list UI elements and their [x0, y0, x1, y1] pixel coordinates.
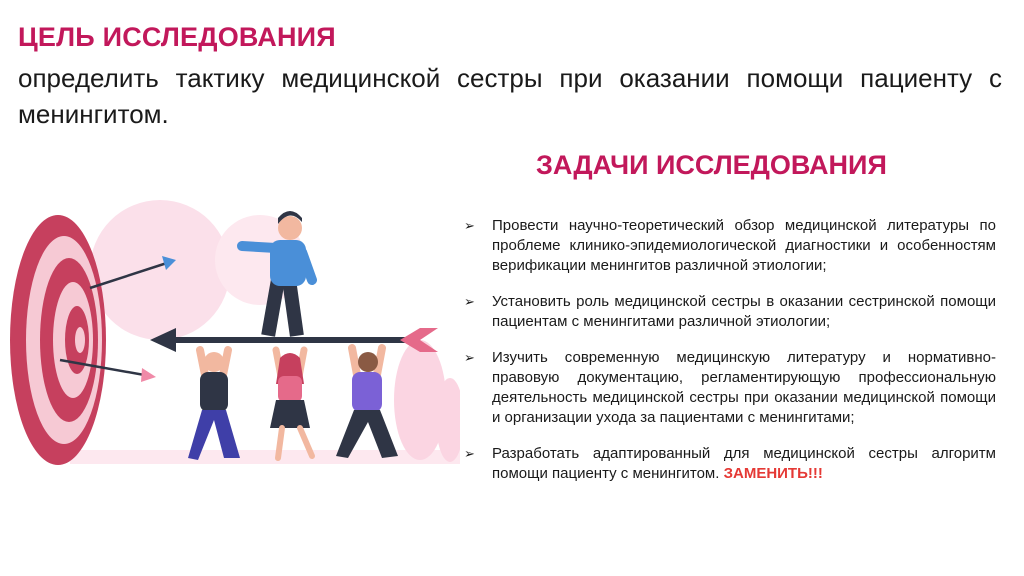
task-item [464, 292, 996, 332]
task-text: Установить роль медицинской сестры в оказании сестринской помощи пациентам с менингитами различной этиологии; [492, 293, 996, 330]
task-text: Изучить современную медицинскую литературу и нормативно-правовую документацию, регламентирующую профессиональную деятельность медицинской сестры при оказании медицинской помощи и организации ухода за пациентами с менингитами; [492, 349, 996, 426]
goal-heading: ЦЕЛЬ ИССЛЕДОВАНИЯ [18, 22, 336, 52]
arrowhead-bullet-icon: ➢ [464, 350, 475, 365]
target-icon [10, 215, 106, 465]
carrier-figure-icon [336, 348, 398, 458]
arrowhead-bullet-icon: ➢ [464, 294, 475, 309]
teamwork-illustration [10, 200, 460, 500]
replace-note: ЗАМЕНИТЬ!!! [723, 465, 823, 482]
task-item [464, 348, 996, 428]
goal-text: определить тактику медицинской сестры при оказании помощи пациенту с менингитом. [18, 63, 1002, 129]
task-text: Разработать адаптированный для медицинской сестры алгоритм помощи пациенту с менингитом. [492, 445, 996, 482]
arrowhead-bullet-icon: ➢ [464, 218, 475, 233]
tasks-heading: ЗАДАЧИ ИССЛЕДОВАНИЯ [536, 150, 887, 180]
arrowhead-bullet-icon: ➢ [464, 446, 475, 461]
task-item [464, 216, 996, 276]
carrier-figure-icon [188, 350, 240, 460]
task-text: Провести научно-теоретический обзор медицинской литературы по проблеме клинико-эпидемиологической диагностики и особенностям верификации менингитов различной этиологии; [492, 217, 996, 274]
task-item [464, 444, 996, 484]
tasks-list [464, 216, 996, 500]
carrier-figure-icon [270, 350, 312, 458]
